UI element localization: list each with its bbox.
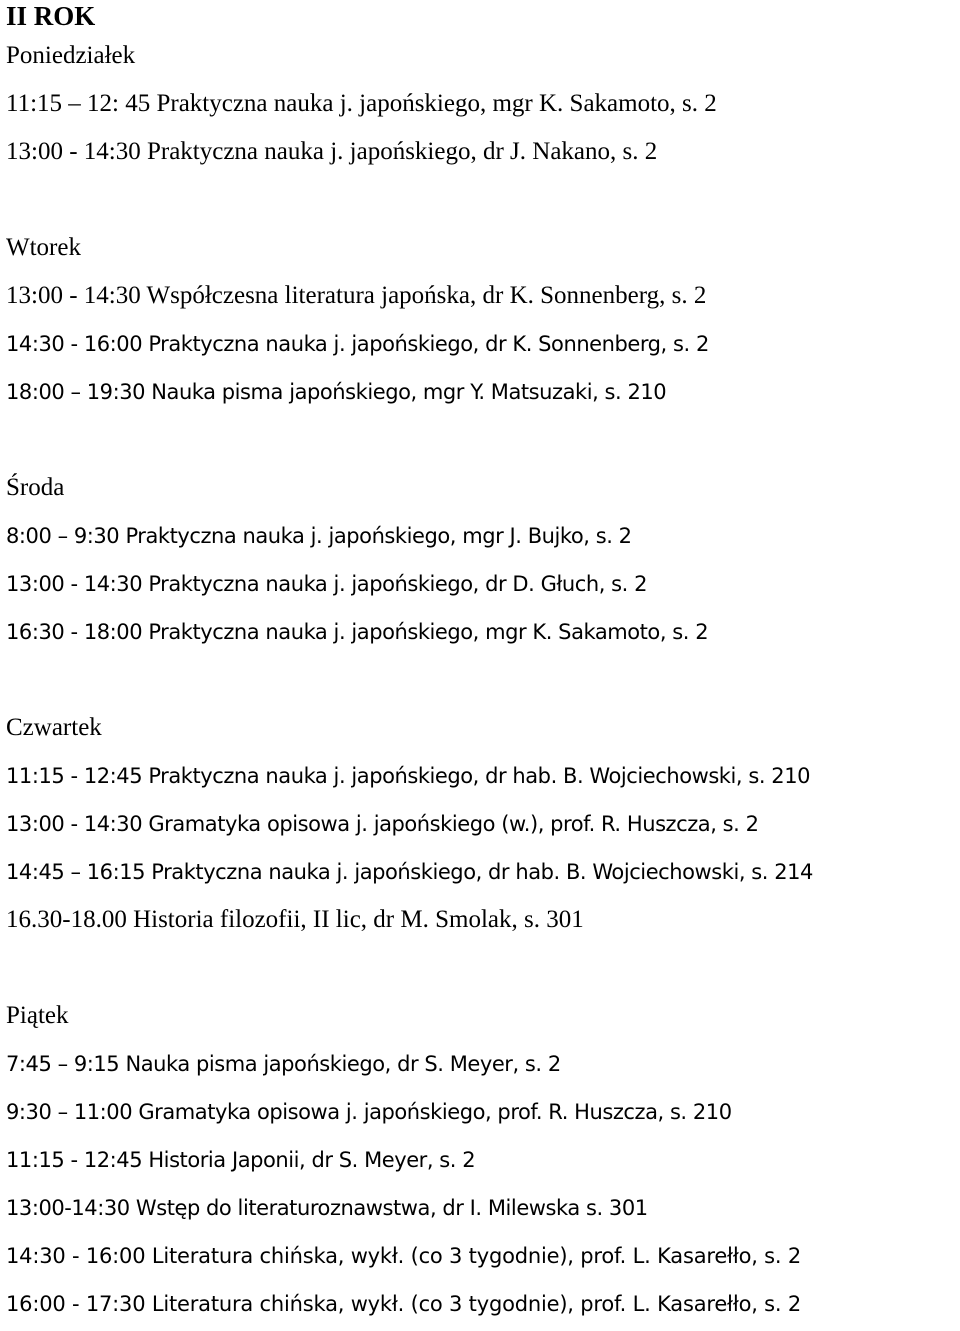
schedule-entry	[6, 560, 956, 608]
day-thursday	[6, 704, 956, 944]
schedule-entry	[6, 848, 956, 896]
day-heading: Środa	[6, 474, 65, 501]
schedule-entry	[6, 608, 956, 656]
schedule-entry	[6, 512, 956, 560]
schedule-entry	[6, 800, 956, 848]
entry-text: 16:00 - 17:30 Literatura chińska, wykł. (co 3 tygodnie), prof. L. Kasarełło, s. 2	[6, 1292, 802, 1316]
entry-text: 7:45 – 9:15 Nauka pisma japońskiego, dr S. Meyer, s. 2	[6, 1052, 561, 1076]
schedule-entry	[6, 1184, 956, 1232]
day-tuesday	[6, 224, 956, 416]
schedule-entry	[6, 272, 956, 320]
entry-text: 11:15 - 12:45 Praktyczna nauka j. japońskiego, dr hab. B. Wojciechowski, s. 210	[6, 764, 811, 788]
schedule-entry	[6, 752, 956, 800]
entry-text: 9:30 – 11:00 Gramatyka opisowa j. japońskiego, prof. R. Huszcza, s. 210	[6, 1100, 732, 1124]
schedule-entry	[6, 896, 956, 944]
schedule-entry	[6, 80, 956, 128]
entry-text: 13:00 - 14:30 Praktyczna nauka j. japońskiego, dr D. Głuch, s. 2	[6, 572, 648, 596]
entry-text: 18:00 – 19:30 Nauka pisma japońskiego, mgr Y. Matsuzaki, s. 210	[6, 380, 667, 404]
entry-text: 13:00 - 14:30 Współczesna literatura japońska, dr K. Sonnenberg, s. 2	[6, 282, 707, 309]
day-heading: Wtorek	[6, 234, 81, 261]
entry-text: 16.30-18.00 Historia filozofii, II lic, dr M. Smolak, s. 301	[6, 906, 584, 933]
schedule-document	[6, 0, 956, 1328]
day-heading: Piątek	[6, 1002, 69, 1029]
schedule-entry	[6, 128, 956, 176]
schedule-entry	[6, 1232, 956, 1280]
schedule-entry	[6, 320, 956, 368]
entry-text: 13:00 - 14:30 Gramatyka opisowa j. japońskiego (w.), prof. R. Huszcza, s. 2	[6, 812, 759, 836]
schedule-entry	[6, 368, 956, 416]
entry-text: 14:30 - 16:00 Literatura chińska, wykł. (co 3 tygodnie), prof. L. Kasarełło, s. 2	[6, 1244, 802, 1268]
day-heading: Poniedziałek	[6, 42, 136, 69]
day-heading: Czwartek	[6, 714, 102, 741]
page-title: II ROK	[6, 1, 96, 31]
day-wednesday	[6, 464, 956, 656]
entry-text: 8:00 – 9:30 Praktyczna nauka j. japońskiego, mgr J. Bujko, s. 2	[6, 524, 632, 548]
entry-text: 11:15 – 12: 45 Praktyczna nauka j. japońskiego, mgr K. Sakamoto, s. 2	[6, 90, 717, 117]
entry-text: 11:15 - 12:45 Historia Japonii, dr S. Meyer, s. 2	[6, 1148, 476, 1172]
day-monday	[6, 32, 956, 176]
day-friday	[6, 992, 956, 1328]
entry-text: 16:30 - 18:00 Praktyczna nauka j. japońskiego, mgr K. Sakamoto, s. 2	[6, 620, 709, 644]
schedule-entry	[6, 1088, 956, 1136]
schedule-entry	[6, 1136, 956, 1184]
schedule-entry	[6, 1040, 956, 1088]
entry-text: 14:30 - 16:00 Praktyczna nauka j. japońskiego, dr K. Sonnenberg, s. 2	[6, 332, 709, 356]
entry-text: 13:00-14:30 Wstęp do literaturoznawstwa, dr I. Milewska s. 301	[6, 1196, 648, 1220]
schedule-entry	[6, 1280, 956, 1328]
entry-text: 14:45 – 16:15 Praktyczna nauka j. japońskiego, dr hab. B. Wojciechowski, s. 214	[6, 860, 813, 884]
entry-text: 13:00 - 14:30 Praktyczna nauka j. japońskiego, dr J. Nakano, s. 2	[6, 138, 658, 165]
